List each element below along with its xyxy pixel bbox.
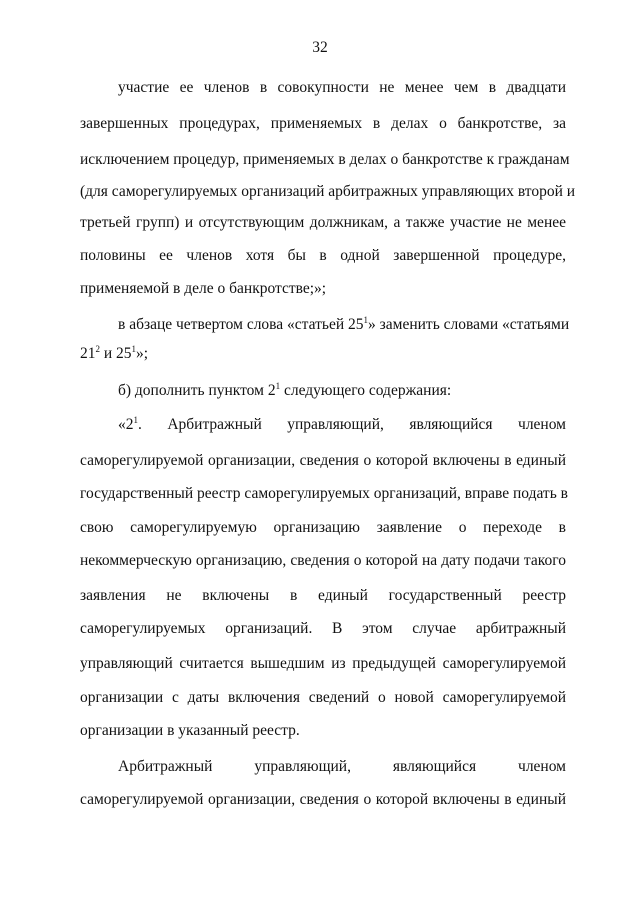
text-line: управляющий считается вышедшим из предыдущей саморегулируемой [80, 655, 566, 672]
text-line: свою саморегулируемую организацию заявление о переходе в [80, 519, 566, 536]
text-line: (для саморегулируемых организаций арбитражных управляющих второй и [80, 183, 576, 200]
text-line: половины ее членов хотя бы в одной завершенной процедуре, [80, 247, 566, 264]
superscript: 1 [133, 415, 138, 425]
text-line [118, 315, 570, 335]
text-fragment: »; [136, 345, 149, 362]
superscript: 1 [275, 381, 281, 391]
text-fragment: . Арбитражный управляющий, являющийся членом [138, 416, 566, 433]
text-line: завершенных процедурах, применяемых в делах о банкротстве, за [80, 115, 566, 132]
text-line: саморегулируемой организации, сведения о которой включены в единый [80, 791, 566, 808]
text-fragment: б) дополнить пунктом 2 [118, 382, 276, 399]
superscript: 1 [131, 344, 137, 354]
page-number: 32 [312, 39, 328, 56]
text-line: саморегулируемых организаций. В этом случае арбитражный [80, 620, 566, 637]
text-fragment: следующего содержания: [280, 382, 452, 399]
text-line: участие ее членов в совокупности не менее чем в двадцати [118, 79, 566, 96]
text-fragment: » заменить словами «статьями [368, 316, 570, 333]
text-fragment: 21 [80, 345, 96, 362]
text-line [80, 344, 566, 364]
text-line: заявления не включены в единый государственный реестр [80, 587, 566, 604]
text-line: организации в указанный реестр. [80, 722, 300, 739]
text-fragment: «2 [118, 416, 134, 433]
superscript: 2 [95, 344, 100, 354]
text-line: некоммерческую организацию, сведения о которой на дату подачи такого [80, 552, 566, 569]
text-line: применяемой в деле о банкротстве;»; [80, 280, 327, 297]
superscript: 1 [363, 315, 369, 325]
text-line: Арбитражный управляющий, являющийся членом [118, 758, 566, 775]
text-line: государственный реестр саморегулируемых организаций, вправе подать в [80, 485, 568, 502]
text-fragment: и 25 [100, 345, 132, 362]
text-line: исключением процедур, применяемых в делах о банкротстве к гражданам [80, 151, 570, 168]
text-line [118, 415, 566, 435]
text-line [118, 381, 566, 401]
text-fragment: в абзаце четвертом слова «статьей 25 [118, 316, 364, 333]
text-line: третьей групп) и отсутствующим должникам, а также участие не менее [80, 214, 566, 231]
text-line: организации с даты включения сведений о новой саморегулируемой [80, 689, 566, 706]
text-line: саморегулируемой организации, сведения о которой включены в единый [80, 452, 566, 469]
